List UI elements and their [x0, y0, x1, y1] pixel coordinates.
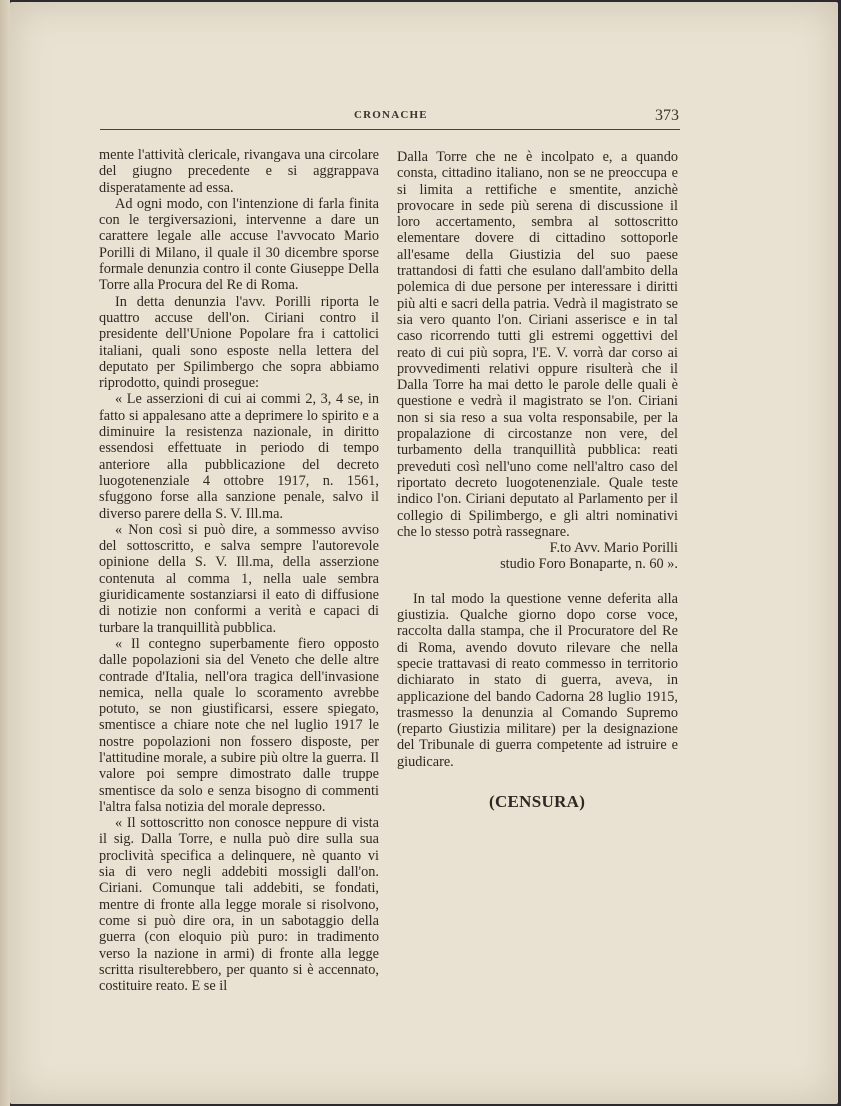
paragraph: « Non così si può dire, a sommesso avviso del sottoscritto, e salva sempre l'autorevole opinione della S. V. Ill.ma, della asserzione contenuta al comma 1, nella uale sembra giuridicamente sostanziarsi il eato di diffusione di notizie non conformi a verità e capaci di turbare la tranquillità pubblica. [99, 521, 379, 636]
page-left-edge [0, 0, 10, 1106]
header-rule [100, 129, 680, 130]
paragraph: « Il contegno superbamente fiero opposto dalle popolazioni sia del Veneto che delle altre contrade d'Italia, nell'ora tragica dell'invasione nemica, nella quale lo scoramento avrebbe potuto, se non giustificarsi, essere spiegato, smentisce a chiare note che nel luglio 1917 le nostre popolazioni non fossero disposte, per l'attitudine morale, a subire più oltre la guerra. Il valore poi sempre dimostrato dalle truppe smentisce da solo e senza bisogno di commenti l'altra falsa notizia del morale depresso. [99, 635, 379, 815]
left-column [99, 147, 379, 994]
paragraph: Ad ogni modo, con l'intenzione di farla finita con le tergiversazioni, intervenne a dare un carattere legale alle accuse l'avvocato Mario Porilli di Milano, il quale il 30 dicembre sporse formale denunzia contro il conte Giuseppe Della Torre alla Procura del Re di Roma. [99, 195, 379, 294]
closing-paragraph: In tal modo la questione venne deferita alla giustizia. Qualche giorno dopo corse voce, raccolta dalla stampa, che il Procuratore del Re di Roma, avendo dovuto rilevare che nella specie trattavasi di reato commesso in territorio dichiarato in stato di guerra, aveva, in applicazione del bando Cadorna 28 luglio 1915, trasmesso la denunzia al Comando Supremo (reparto Giustizia militare) per la designazione del Tribunale di guerra competente ad istruire e giudicare. [397, 590, 678, 770]
paragraph: In detta denunzia l'avv. Porilli riporta le quattro accuse dell'on. Ciriani contro il presidente dell'Unione Popolare fra i cattolici italiani, quali sono esposte nella lettera del deputato per Spilimbergo che sopra abbiamo riprodotto, quindi prosegue: [99, 293, 379, 392]
signature-address: studio Foro Bonaparte, n. 60 ». [500, 556, 678, 573]
spacer [397, 573, 678, 591]
page-number: 373 [655, 107, 679, 124]
signature-name: F.to Avv. Mario Porilli [549, 540, 678, 557]
running-header: CRONACHE [354, 109, 428, 121]
paragraph: mente l'attività clericale, rivangava una circolare del giugno precedente e si aggrappava disperatamente ad essa. [99, 147, 379, 196]
paragraph: « Il sottoscritto non conosce neppure di vista il sig. Dalla Torre, e nulla può dire sulla sua proclività specifica a delinquere, nè quanto vi sia di vero negli addebiti mossigli dall'on. Ciriani. Comunque tali addebiti, se fondati, mentre di fronte alla legge morale si risolvono, come si può dire ora, in un sabotaggio della guerra (con eloquio più puro: in tradimento verso la nazione in armi) di fronte alla legge scritta risulterebbero, per quanto si è accennato, costituire reato. E se il [99, 815, 379, 995]
paragraph: « Le asserzioni di cui ai commi 2, 3, 4 se, in fatto si appalesano atte a deprimere lo spirito e a diminuire la resistenza nazionale, in diritto essendosi effettuate in periodo di tempo anteriore alla pubblicazione del decreto luogotenenziale 4 ottobre 1917, n. 1561, sfuggono forse alla sanzione penale, salvo il diverso parere della S. V. Ill.ma. [99, 391, 379, 522]
censura-mark: (CENSURA) [489, 792, 586, 811]
paragraph: Dalla Torre che ne è incolpato e, a quando consta, cittadino italiano, non se ne preoccupa e si limita a rettifiche e smentite, anzichè provocare in sede più serena di discussione il loro accertamento, sembra al sottoscritto elementare dovere di cittadino sottoporle all'esame della Giustizia del suo paese trattandosi di fatti che esulano dall'ambito della polemica di due persone per interessare i diritti più alti e sacri della patria. Vedrà il magistrato se sia vero quanto l'on. Ciriani asserisce e in tal caso ricorrendo tutti gli estremi oggettivi del reato di cui più sopra, l'E. V. vorrà dar corso ai provvedimenti relativi oppure risulterà che il Dalla Torre ha mai detto le parole delle quali è questione e vedrà il magistrato se l'on. Ciriani non si sia reso a sua volta responsabile, per la propalazione di circostanze non vere, del turbamento della tranquillità pubblica: reati preveduti così nell'uno come nell'altro caso del riportato decreto luogotenenziale. Quale teste indico l'on. Ciriani deputato al Parlamento per il collegio di Spilimbergo, e gli altri nominativi che lo stesso potrà rassegnare. [397, 149, 678, 540]
right-column [397, 149, 678, 770]
